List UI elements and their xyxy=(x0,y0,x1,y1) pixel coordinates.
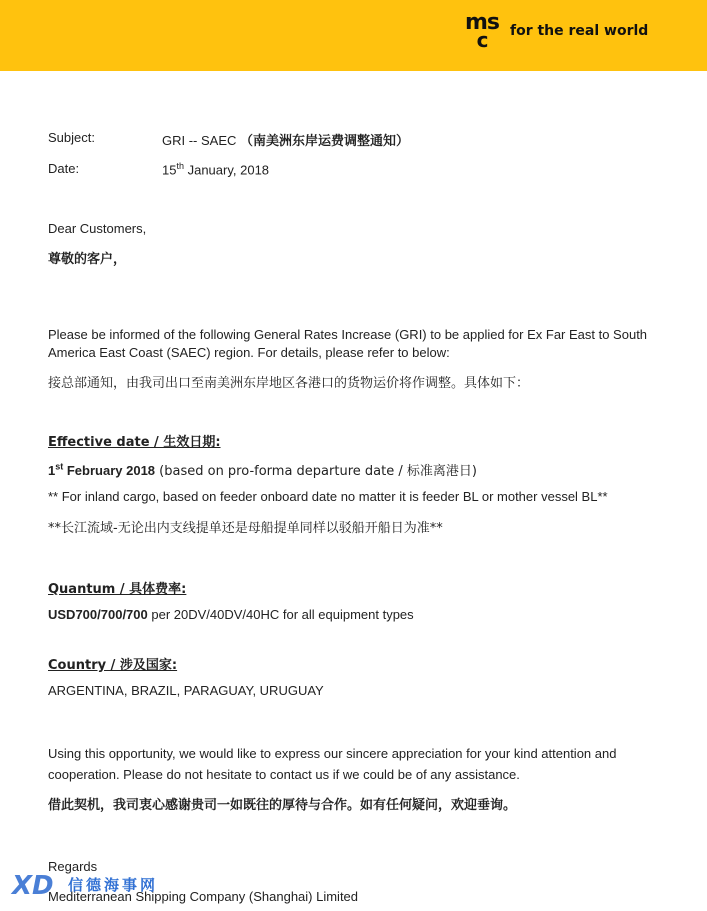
effective-note-cn: **长江流域-无论出内支线提单还是母船提单同样以驳船开船日为准** xyxy=(48,521,443,536)
effective-note-en: ** For inland cargo, based on feeder onboard date no matter it is feeder BL or mother vessel BL** xyxy=(48,489,608,504)
msc-logo xyxy=(462,10,502,54)
intro-en: Please be informed of the following General Rates Increase (GRI) to be applied for Ex Far East to South America East Coast (SAEC) region. For details, please refer to below: xyxy=(48,327,648,360)
effective-day-suffix: st xyxy=(55,461,64,472)
quantum-heading: Quantum / 具体费率: xyxy=(48,582,187,597)
quantum-detail: per 20DV/40DV/40HC for all equipment types xyxy=(147,607,414,622)
country-list: ARGENTINA, BRAZIL, PARAGUAY, URUGUAY xyxy=(48,683,324,698)
subject-label: Subject: xyxy=(48,130,95,145)
header-band xyxy=(0,0,707,71)
date-rest: January, 2018 xyxy=(183,162,270,178)
intro-cn: 接总部通知，由我司出口至南美洲东岸地区各港口的货物运价将作调整。具体如下： xyxy=(48,376,530,391)
effective-basis: (based on pro-forma departure date / 标准离港日) xyxy=(155,464,477,479)
closing-cn: 借此契机，我司衷心感谢贵司一如既往的厚待与合作。如有任何疑问，欢迎垂询。 xyxy=(48,798,517,813)
date-day-suffix: th xyxy=(176,161,184,171)
date-day: 15 xyxy=(162,162,177,178)
subject-text-cn: （南美洲东岸运费调整通知） xyxy=(240,134,410,149)
country-heading: Country / 涉及国家: xyxy=(48,658,178,673)
greeting-cn: 尊敬的客户， xyxy=(48,252,127,267)
effective-heading: Effective date / 生效日期: xyxy=(48,435,221,450)
subject-value xyxy=(162,130,409,149)
tagline: for the real world xyxy=(510,23,649,39)
date-value xyxy=(162,161,269,177)
watermark-logo xyxy=(12,871,64,901)
effective-date-rest: February 2018 xyxy=(63,463,156,478)
watermark-text: 信德海事网 xyxy=(68,876,159,894)
logo-bottom-letter: c xyxy=(476,28,488,52)
quantum-amount: USD700/700/700 xyxy=(48,607,148,622)
date-label: Date: xyxy=(48,161,80,176)
subject-text: GRI -- SAEC xyxy=(162,133,241,148)
watermark-logo-text: XD xyxy=(12,871,54,901)
closing-en: Using this opportunity, we would like to express our sincere appreciation for your kind attention and cooperation. Please do not hesitate to contact us if we could be of any assistance. xyxy=(48,746,617,782)
quantum-line xyxy=(48,607,414,622)
logo-top-letters: ms xyxy=(464,10,500,35)
effective-date-line xyxy=(48,460,477,479)
greeting-en: Dear Customers, xyxy=(48,221,147,236)
company-name: Mediterranean Shipping Company (Shanghai) Limited xyxy=(48,889,359,904)
effective-day: 1 xyxy=(48,463,56,478)
regards: Regards xyxy=(48,859,98,874)
